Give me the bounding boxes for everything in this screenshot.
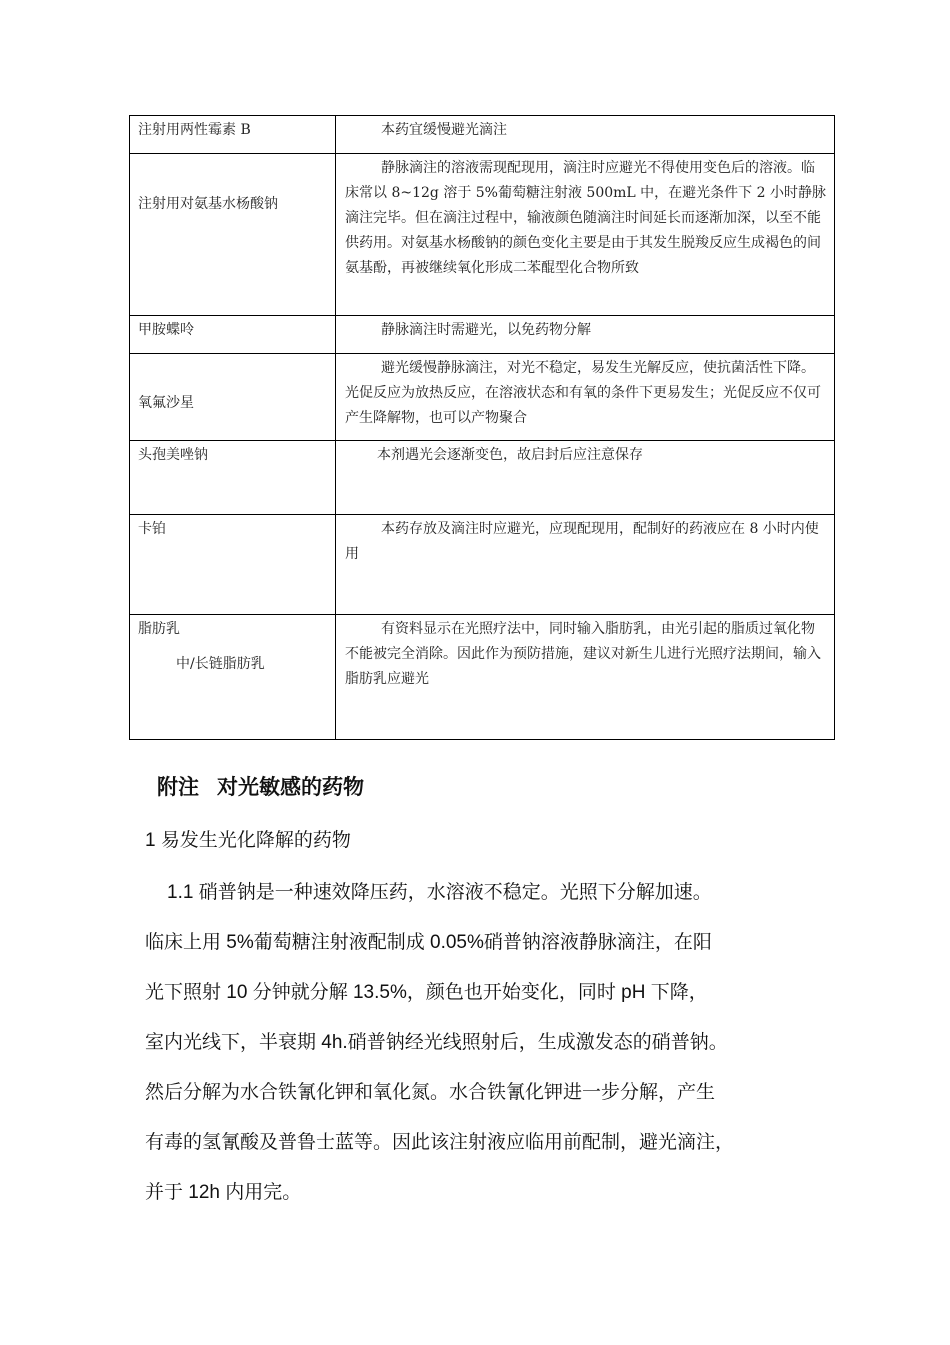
section-heading: 1 易发生光化降解的药物 (145, 830, 351, 851)
table-row (130, 354, 835, 441)
paragraph-line: 1.1 硝普钠是一种速效降压药，水溶液不稳定。光照下分解加速。 (167, 882, 712, 903)
drug-name-cell (130, 441, 336, 515)
table-row (130, 316, 835, 354)
drug-name-cell (130, 515, 336, 615)
paragraph-line: 并于 12h 内用完。 (145, 1182, 302, 1203)
drug-desc-cell (336, 154, 835, 316)
table-row (130, 515, 835, 615)
drug-name: 注射用对氨基水杨酸钠 (138, 196, 278, 212)
table-row (130, 116, 835, 154)
drug-name-cell (130, 316, 336, 354)
drug-name-cell (130, 116, 336, 154)
drug-desc: 本剂遇光会逐渐变色，故启封后应注意保存 (377, 447, 643, 463)
drug-name-cell (130, 615, 336, 740)
drug-name: 卡铂 (138, 521, 166, 537)
table-row (130, 154, 835, 316)
drug-name: 甲胺蝶呤 (138, 322, 194, 338)
drug-desc: 避光缓慢静脉滴注，对光不稳定，易发生光解反应，使抗菌活性下降。光促反应为放热反应，在溶液状态和有氧的条件下更易发生；光促反应不仅可产生降解物，也可以产物聚合 (345, 360, 821, 426)
drug-name: 注射用两性霉素 B (138, 122, 251, 138)
drug-desc: 本药宜缓慢避光滴注 (381, 122, 507, 138)
appendix-label: 附注 (157, 776, 199, 799)
paragraph-line: 然后分解为水合铁氰化钾和氧化氮。水合铁氰化钾进一步分解，产生 (145, 1082, 716, 1103)
drug-name: 氧氟沙星 (138, 395, 194, 411)
drug-desc-cell (336, 441, 835, 515)
drug-name-cell (130, 354, 336, 441)
drug-desc: 本药存放及滴注时应避光，应现配现用，配制好的药液应在 8 小时内使用 (345, 521, 819, 562)
drug-desc: 静脉滴注时需避光，以免药物分解 (381, 322, 591, 338)
paragraph-line: 室内光线下，半衰期 4h.硝普钠经光线照射后，生成激发态的硝普钠。 (145, 1032, 728, 1053)
appendix-heading (157, 771, 837, 801)
drug-name-cell (130, 154, 336, 316)
paragraph-line: 有毒的氢氰酸及普鲁士蓝等。因此该注射液应临用前配制，避光滴注， (145, 1132, 735, 1153)
drug-desc-cell (336, 354, 835, 441)
paragraph-line: 临床上用 5%葡萄糖注射液配制成 0.05%硝普钠溶液静脉滴注，在阳 (145, 932, 712, 953)
table-row (130, 441, 835, 515)
drug-desc: 有资料显示在光照疗法中，同时输入脂肪乳，由光引起的脂质过氧化物不能被完全消除。因此作为预防措施，建议对新生儿进行光照疗法期间，输入脂肪乳应避光 (345, 621, 821, 687)
drug-desc-cell (336, 116, 835, 154)
drug-desc: 静脉滴注的溶液需现配现用，滴注时应避光不得使用变色后的溶液。临床常以 8~12g 溶于 5%葡萄糖注射液 500mL 中，在避光条件下 2 小时静脉滴注完毕。但在滴注过程中，输液颜色随滴注时间延长而逐渐加深，以至不能供药用。对氨基水杨酸钠的颜色变化主要是由于其发生脱羧反应生成褐色的间氨基酚，再被继续氧化形成二苯醌型化合物所致 (345, 160, 826, 276)
paragraph (145, 868, 825, 1218)
drug-desc-cell (336, 615, 835, 740)
drug-name: 头孢美唑钠 (138, 447, 208, 463)
drug-name: 脂肪乳 (138, 621, 180, 637)
drug-light-table (129, 115, 835, 740)
drug-name-sub: 中/长链脂肪乳 (176, 656, 265, 672)
drug-desc-cell (336, 515, 835, 615)
appendix-title: 对光敏感的药物 (217, 776, 364, 799)
table-row (130, 615, 835, 740)
paragraph-line: 光下照射 10 分钟就分解 13.5%，颜色也开始变化，同时 pH 下降， (145, 982, 708, 1003)
drug-desc-cell (336, 316, 835, 354)
